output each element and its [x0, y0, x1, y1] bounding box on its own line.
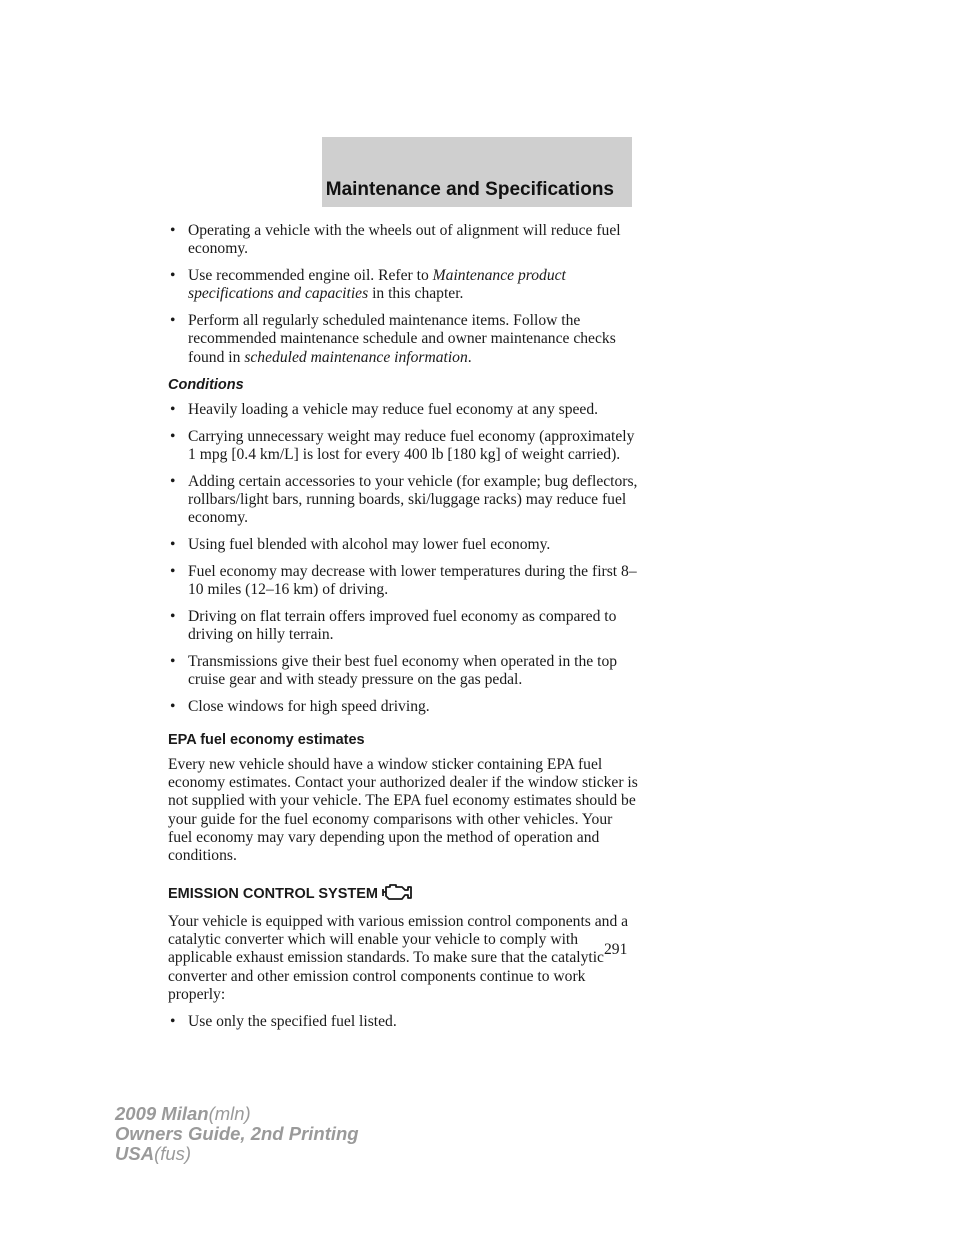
header-band	[322, 137, 632, 207]
bullet-text: Use recommended engine oil. Refer to	[188, 267, 433, 285]
page-content	[168, 222, 638, 1039]
list-item: • Driving on flat terrain offers improved fuel economy as compared to driving on hilly terrain.	[168, 608, 638, 645]
emission-heading: EMISSION CONTROL SYSTEM	[168, 886, 379, 903]
cross-reference: scheduled maintenance information	[244, 348, 468, 366]
conditions-heading: Conditions	[168, 376, 244, 393]
page-number: 291	[604, 941, 628, 958]
cross-reference: Maintenance product specifications and capacities	[188, 267, 566, 303]
list-item: • Adding certain accessories to your vehicle (for example; bug deflectors, rollbars/light bars, running boards, ski/luggage racks) may reduce fuel economy.	[168, 473, 638, 528]
chapter-title: Maintenance and Specifications	[325, 179, 614, 200]
footer-guide: Owners Guide, 2nd Printing	[115, 1123, 359, 1144]
bullet-text: Perform all regularly scheduled maintenance items. Follow the recommended maintenance schedule and owner maintenance checks found in	[188, 312, 616, 366]
list-item	[168, 222, 638, 259]
engine-icon	[380, 880, 414, 902]
footer-market: USA	[115, 1143, 155, 1164]
emission-paragraph: Your vehicle is equipped with various emission control components and a catalytic converter which will enable your vehicle to comply with applicable exhaust emission standards. To make sure that the catalytic converter and other emission control components continue to work properly:	[168, 912, 629, 1003]
footer-market-code: (fus)	[154, 1143, 192, 1164]
bullet-text: Operating a vehicle with the wheels out of alignment will reduce fuel economy.	[188, 222, 621, 258]
footer-model-code: (mln)	[208, 1103, 251, 1124]
list-item: • Close windows for high speed driving.	[168, 698, 638, 716]
list-item: • Heavily loading a vehicle may reduce fuel economy at any speed.	[168, 401, 638, 419]
footer-model: 2009 Milan	[115, 1103, 209, 1124]
emission-heading-row	[168, 884, 638, 906]
bullet-text: .	[467, 348, 472, 366]
list-item: • Fuel economy may decrease with lower temperatures during the first 8–10 miles (12–16 km) of driving.	[168, 563, 638, 600]
list-item: • Use only the specified fuel listed.	[168, 1013, 638, 1031]
list-item	[168, 312, 638, 367]
footer	[115, 1104, 359, 1164]
list-item: • Transmissions give their best fuel economy when operated in the top cruise gear and with steady pressure on the gas pedal.	[168, 653, 638, 690]
epa-paragraph: Every new vehicle should have a window sticker containing EPA fuel economy estimates. Contact your authorized dealer if the window sticker is not supplied with your vehicle. The EPA fuel economy estimates should be your guide for the fuel economy comparisons with other vehicles. Your fuel economy may vary depending upon the method of operation and conditions.	[168, 755, 638, 865]
list-item: • Carrying unnecessary weight may reduce fuel economy (approximately 1 mpg [0.4 km/L] is lost for every 400 lb [180 kg] of weight carried).	[168, 428, 638, 465]
list-item	[168, 267, 638, 304]
list-item: • Using fuel blended with alcohol may lower fuel economy.	[168, 536, 638, 554]
epa-heading: EPA fuel economy estimates	[168, 731, 365, 748]
bullet-text: in this chapter.	[368, 285, 464, 303]
